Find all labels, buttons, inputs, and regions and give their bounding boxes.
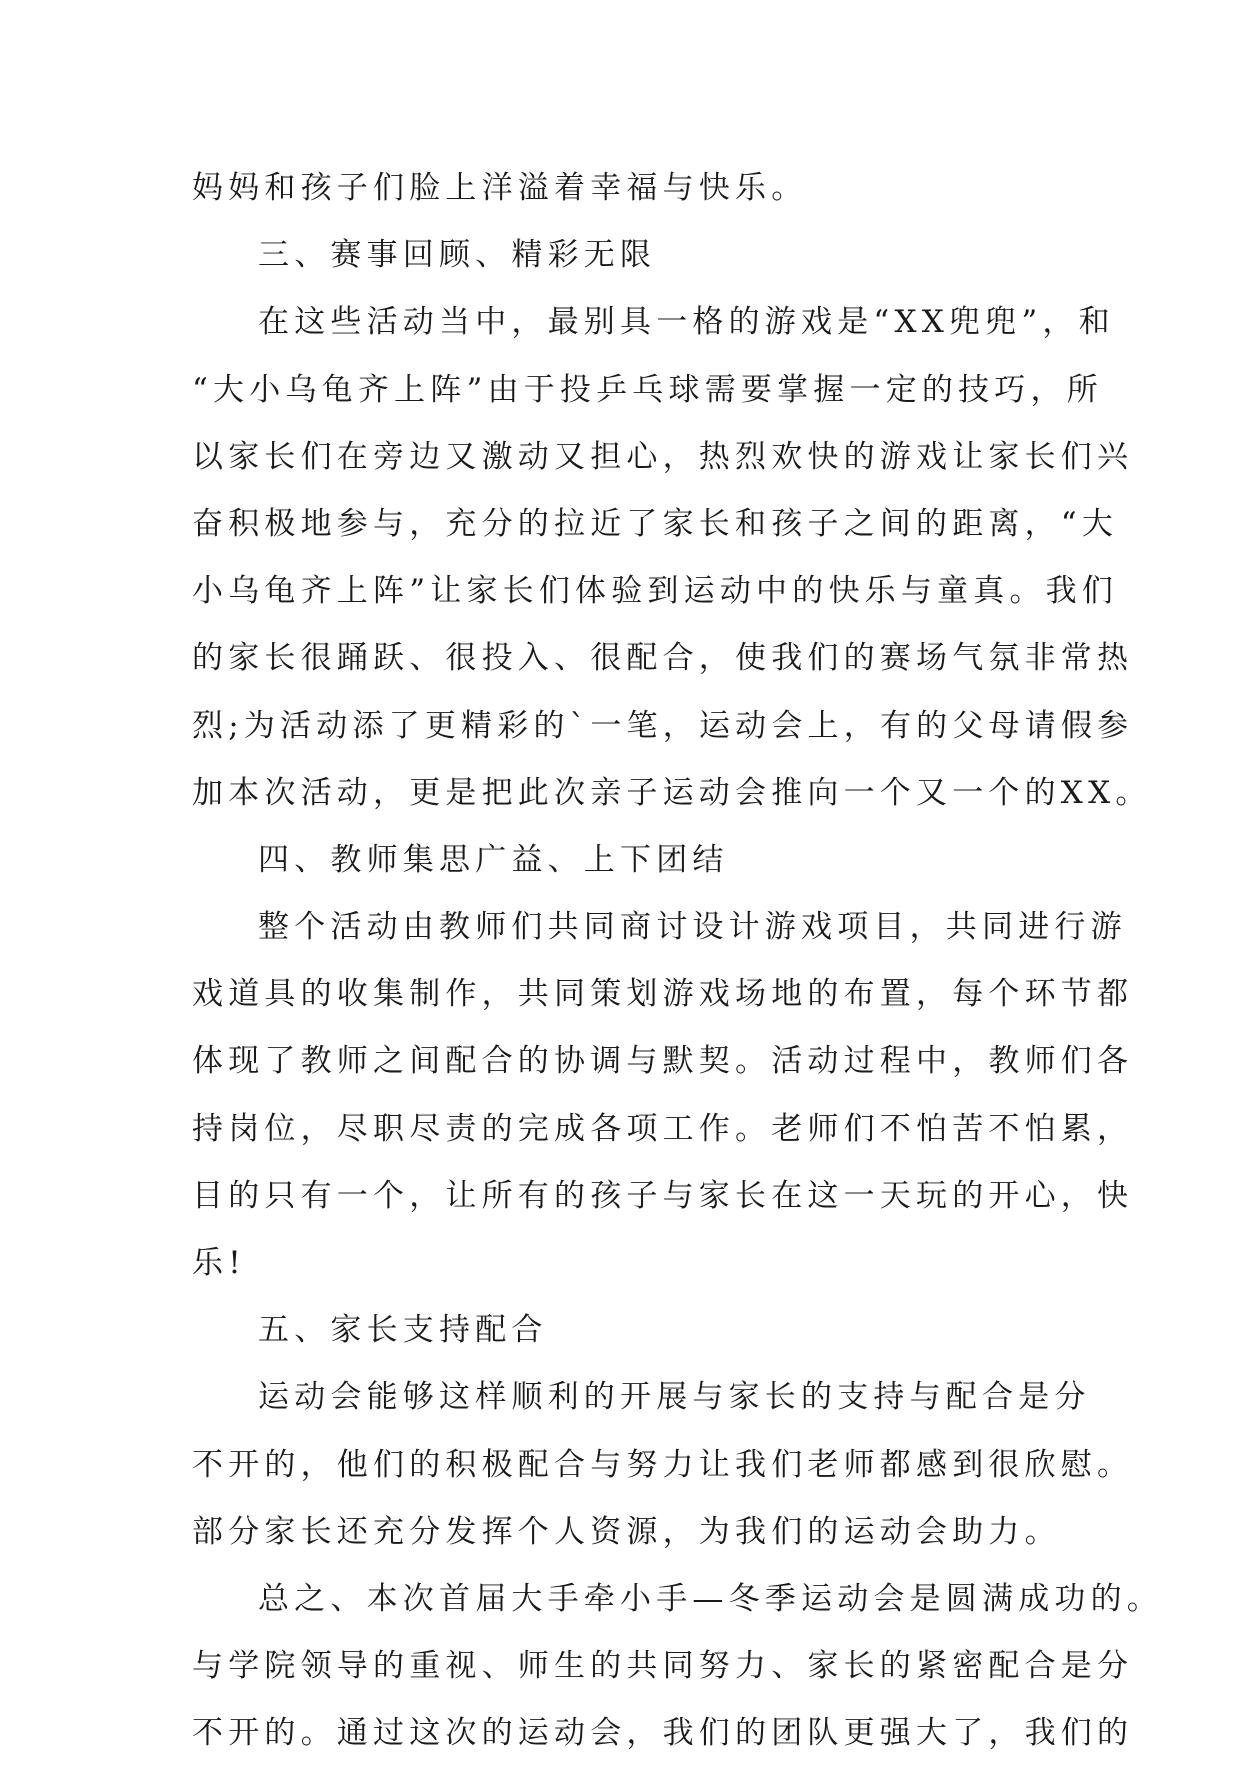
- text-line: 不开的。通过这次的运动会，我们的团队更强大了，我们的: [192, 1715, 1134, 1752]
- document-body: [192, 155, 1163, 1768]
- text-line: 体现了教师之间配合的协调与默契。活动过程中，教师们各: [192, 1043, 1134, 1080]
- text-line: 五、家长支持配合: [258, 1312, 548, 1349]
- text-line: 目的只有一个，让所有的孩子与家长在这一天玩的开心，快: [192, 1177, 1134, 1214]
- text-line: 奋积极地参与，充分的拉近了家长和孩子之间的距离，“大: [192, 505, 1119, 542]
- text-line: 戏道具的收集制作，共同策划游戏场地的布置，每个环节都: [192, 976, 1134, 1013]
- text-line: “大小乌龟齐上阵”由于投乒乓球需要掌握一定的技巧，所: [192, 371, 1103, 408]
- text-line: 在这些活动当中，最别具一格的游戏是“XX兜兜”，和: [258, 304, 1115, 341]
- text-line: 以家长们在旁边又激动又担心，热烈欢快的游戏让家长们兴: [192, 438, 1134, 475]
- text-line: 整个活动由教师们共同商讨设计游戏项目，共同进行游: [258, 909, 1127, 946]
- text-line: 不开的，他们的积极配合与努力让我们老师都感到很欣慰。: [192, 1446, 1134, 1483]
- text-line: 总之、本次首届大手牵小手—冬季运动会是圆满成功的。: [258, 1580, 1163, 1617]
- text-line: 加本次活动，更是把此次亲子运动会推向一个又一个的XX。: [192, 774, 1152, 811]
- text-line: 部分家长还充分发挥个人资源，为我们的运动会助力。: [192, 1513, 1061, 1550]
- text-line: 妈妈和孩子们脸上洋溢着幸福与快乐。: [192, 170, 808, 206]
- text-line: 小乌龟齐上阵”让家长们体验到运动中的快乐与童真。我们: [192, 573, 1119, 610]
- text-line: 三、赛事回顾、精彩无限: [258, 237, 657, 274]
- text-line: 的家长很踊跃、很投入、很配合，使我们的赛场气氛非常热: [192, 640, 1134, 677]
- text-line: 持岗位，尽职尽责的完成各项工作。老师们不怕苦不怕累，: [192, 1110, 1134, 1147]
- text-line: 四、教师集思广益、上下团结: [258, 841, 729, 878]
- text-line: 与学院领导的重视、师生的共同努力、家长的紧密配合是分: [192, 1648, 1134, 1685]
- text-line: 烈;为活动添了更精彩的`一笔，运动会上，有的父母请假参: [192, 707, 1134, 744]
- text-line: 运动会能够这样顺利的开展与家长的支持与配合是分: [258, 1379, 1091, 1416]
- text-line: 乐!: [192, 1245, 246, 1281]
